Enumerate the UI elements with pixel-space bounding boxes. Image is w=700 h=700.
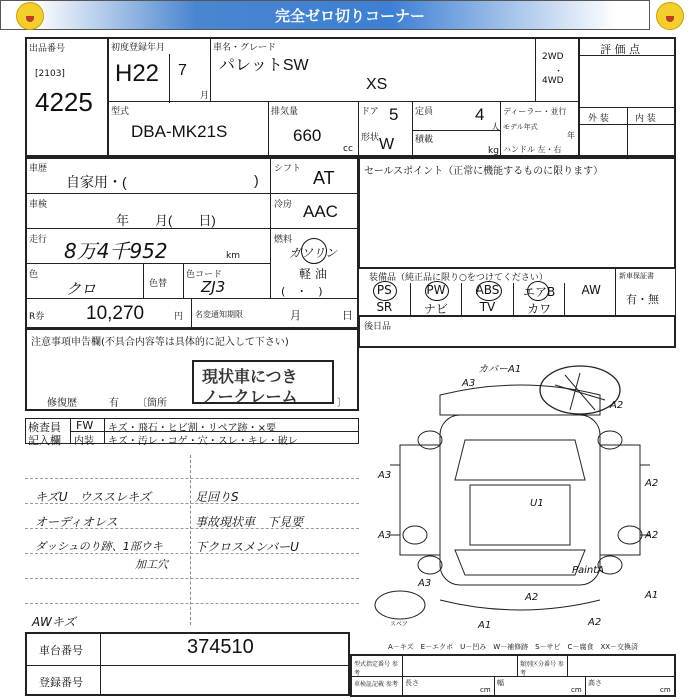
banner-title: 完全ゼロ切りコーナー [274, 7, 425, 25]
model-code: DBA-MK21S [131, 122, 228, 141]
stamp-line1: 現状車につき [202, 367, 298, 386]
history-value: 自家用・( [66, 174, 127, 190]
note-line: 事故現状車 下見要 [195, 515, 304, 529]
notes-label: 注意事項申告欄(不具合内容等は具体的に記入して下さい) [31, 337, 289, 348]
mileage-value: 8万4千952 [64, 239, 168, 263]
equip-tv: TV [462, 300, 514, 317]
damage-mark: A3 [378, 530, 392, 541]
repair-yes: 有 [109, 398, 119, 409]
damage-mark: A1 [645, 590, 659, 601]
cm-unit: cm [660, 686, 671, 694]
width-label: 幅 [497, 679, 504, 687]
damage-hatch [555, 373, 605, 410]
color-cell [25, 263, 271, 299]
sales-point-cell [358, 157, 676, 269]
wheel-icon [403, 526, 427, 544]
dealer-label: ディーラー・並行 [503, 107, 567, 116]
year-unit: 年 [567, 131, 575, 140]
score-cell [578, 37, 676, 157]
score-label: 評 価 点 [600, 43, 640, 56]
equip-ps: PS [359, 283, 411, 300]
mileage-unit: km [226, 251, 240, 261]
equip-abs: ABS [462, 283, 514, 300]
equip-aw: AW [581, 283, 601, 297]
damage-mark: A1 [478, 620, 492, 631]
color-change-label: 色替 [149, 279, 168, 289]
repair-place: 〔箇所 [137, 398, 167, 409]
damage-mark: A2 [610, 400, 624, 411]
damage-mark: A3 [378, 470, 392, 481]
name-change-label: 名変通知期限 [195, 310, 243, 319]
rear-window-outline [455, 550, 585, 575]
inspection-label: 車検 [29, 200, 48, 210]
wheel-icon [418, 431, 442, 449]
fuel-gasoline: ガソリン [289, 246, 338, 260]
car-name-label: 車名・グレード [213, 43, 277, 53]
type-label: 型式指定番号 参考 [354, 661, 398, 677]
selected-circle [373, 281, 397, 301]
selected-circle [527, 281, 549, 301]
recycle-fee: 10,270 [86, 303, 145, 324]
warranty-cell [615, 268, 676, 316]
doors: 5 [389, 105, 399, 124]
inspection-cell [25, 193, 271, 229]
damage-mark: A2 [588, 617, 602, 628]
color-value: クロ [66, 280, 97, 298]
ac-label: 冷房 [274, 200, 293, 210]
ac-cell [270, 193, 359, 229]
stamp-line2: ノークレーム [202, 387, 298, 406]
bear-mascot-icon [656, 2, 684, 30]
roof-outline [470, 485, 570, 545]
fw-label: FW [76, 419, 94, 432]
note-line: オーディオレス [35, 515, 118, 529]
repair-label: 修復歴 [47, 398, 77, 409]
color-label: 色 [29, 270, 39, 280]
name-change-month: 月 [290, 309, 301, 322]
equipment-label: 装備品（純正品に限り○をつけてください） [369, 273, 548, 283]
interior-label: 内 装 [635, 114, 656, 124]
cc-unit: cc [343, 144, 353, 154]
drive-2wd: 2WD [542, 52, 564, 62]
notes-cell [25, 328, 359, 411]
grade: XS [366, 76, 388, 93]
recycle-cell [25, 298, 192, 329]
inspector-label: 検査員 [28, 421, 61, 434]
chassis-section [25, 632, 350, 696]
model-cell [108, 101, 269, 157]
drive-dot: ・ [554, 67, 564, 77]
registration-cell [108, 37, 211, 102]
damage-mark: A2 [525, 592, 539, 603]
damage-mark: A2 [645, 478, 659, 489]
seats-cell [412, 101, 501, 157]
equipment-cell [358, 268, 616, 316]
reg-number-label: 登録番号 [39, 676, 83, 689]
mileage-cell [25, 228, 271, 264]
cc-label: 排気量 [271, 107, 299, 117]
reference-section [350, 654, 676, 697]
car-name: パレットSW [219, 57, 309, 74]
fuel-label: 燃料 [274, 235, 293, 245]
month-unit: 月 [200, 91, 210, 101]
lot-label: 出品番号 [29, 44, 66, 54]
seats-unit: 人 [491, 123, 501, 133]
displacement-cell [268, 101, 359, 157]
model-label: 型式 [111, 107, 130, 117]
displacement: 660 [293, 126, 322, 145]
note-line: キズU ウススレキズ [35, 490, 151, 504]
note-line: 加工穴 [135, 558, 168, 571]
shape-label: 形状 [361, 133, 380, 143]
cm-unit: cm [480, 686, 491, 694]
note-line: 下クロスメンバーU [195, 540, 299, 554]
model-year-label: モデル年式 [503, 123, 538, 131]
sales-label: セールスポイント（正常に機能するものに限ります） [364, 166, 604, 177]
fuel-cell [270, 228, 359, 299]
dealer-cell [500, 101, 579, 157]
wheel-icon [598, 431, 622, 449]
class-label: 類別区分番号 参考 [520, 661, 564, 677]
rear-bumper-outline [440, 600, 600, 610]
inspector-section [25, 418, 359, 447]
shift-label: シフト [274, 164, 302, 174]
recycle-label: R券 [29, 312, 45, 322]
history-cell [25, 157, 271, 194]
equip-leather: カワ [514, 300, 566, 317]
equip-airbag: エアB [514, 283, 566, 300]
mileage-label: 走行 [29, 235, 48, 245]
door-cell [358, 101, 413, 157]
damage-mark: カバーA1 [478, 364, 522, 375]
name-change-day: 日 [342, 309, 353, 322]
inspection-date: 年 月( 日) [116, 213, 216, 228]
divider [190, 455, 191, 625]
load-label: 積載 [415, 135, 434, 145]
equip-pw: PW [411, 283, 463, 300]
name-change-cell [191, 298, 359, 329]
recycle-unit: 円 [174, 312, 184, 322]
lot-sub: [2103] [35, 69, 65, 79]
reg-month: 7 [178, 62, 187, 79]
spare-tire-icon [375, 591, 425, 619]
chassis-label: 車台番号 [39, 644, 83, 657]
wheel-icon [418, 556, 442, 574]
drive-4wd: 4WD [542, 76, 564, 86]
damage-mark: A3 [462, 378, 476, 389]
spare-label: スペア [390, 621, 409, 628]
repair-close: 〕 [337, 398, 347, 409]
note-line: ダッシュのり跡、1部ウキ [35, 540, 163, 553]
damage-mark: A3 [418, 578, 432, 589]
interior-items: キズ・汚レ・コゲ・穴・スレ・キレ・破レ [108, 436, 298, 447]
equip-navi: ナビ [411, 300, 463, 317]
door-label: ドア [361, 107, 379, 117]
damage-mark: PaintA [572, 565, 605, 576]
header-banner [0, 0, 650, 30]
shift-cell [270, 157, 359, 194]
selected-circle [301, 238, 327, 264]
selected-circle [425, 281, 449, 301]
no-claim-stamp [192, 360, 334, 404]
handle-label: ハンドル 左・右 [503, 145, 562, 154]
fuel-other: ( ・ ) [281, 285, 323, 298]
car-damage-diagram [370, 355, 675, 625]
shape: W [379, 136, 395, 153]
left-side-outline [390, 445, 440, 555]
chassis-number: 374510 [187, 636, 254, 658]
cert-label: 車検証記載 参考 [354, 681, 398, 688]
damage-legend: A－キズ E－エクボ U－凹み W－補修跡 S－サビ C－腐食 XX－交換済 [388, 643, 639, 651]
shift-value: AT [313, 168, 335, 188]
fuel-diesel: 軽 油 [299, 267, 327, 281]
reg-label: 初度登録年月 [111, 43, 166, 53]
lot-number: 4225 [35, 87, 93, 117]
fw-items: キズ・飛石・ヒビ割・リペア跡・×要 [108, 423, 276, 434]
note-line: 足回りS [195, 490, 239, 504]
seats-label: 定員 [415, 107, 434, 117]
right-side-outline [600, 445, 650, 555]
drive-cell [535, 37, 579, 102]
note-aw: AWキズ [32, 615, 76, 629]
warranty-label: 新車保証書 [619, 272, 654, 280]
color-code-label: 色コード [186, 270, 223, 280]
cm-unit: cm [571, 686, 582, 694]
length-label: 長さ [405, 679, 419, 687]
history-close: ) [254, 172, 259, 188]
exterior-label: 外 装 [588, 114, 609, 124]
load-unit: kg [488, 146, 499, 156]
windshield-outline [455, 440, 585, 480]
height-label: 高さ [588, 679, 602, 687]
history-label: 車歴 [29, 164, 48, 174]
later-items-cell [358, 315, 676, 348]
damage-mark: A2 [645, 530, 659, 541]
car-name-cell [210, 37, 536, 102]
selected-circle [476, 281, 502, 301]
damage-mark: U1 [530, 498, 544, 509]
wheel-icon [618, 526, 642, 544]
lot-cell [25, 37, 109, 157]
entry-label: 記入欄 [28, 434, 61, 447]
reg-year: H22 [115, 60, 160, 87]
color-code: ZJ3 [201, 278, 226, 296]
warranty-value: 有・無 [626, 293, 659, 306]
seats: 4 [475, 105, 485, 124]
equip-sr: SR [359, 300, 411, 317]
interior-label: 内装 [74, 436, 94, 447]
ac-value: AAC [303, 202, 338, 221]
later-label: 後日品 [364, 322, 392, 332]
